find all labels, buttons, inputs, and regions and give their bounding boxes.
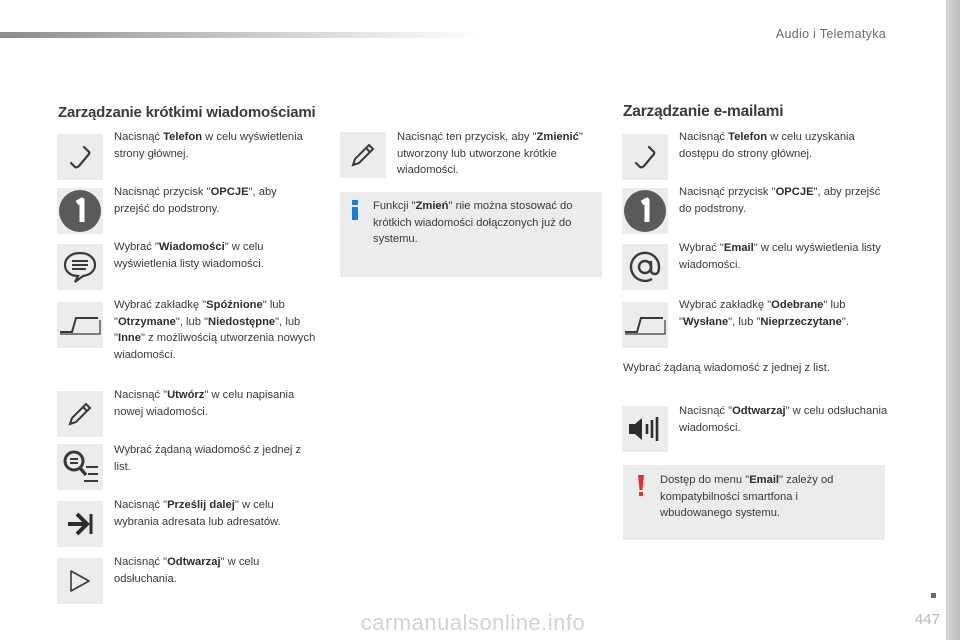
sms-step-8-text: Nacisnąć "Odtwarzaj" w celu odsłuchania. [114,556,260,585]
sms-step-3-text: Wybrać "Wiadomości" w celu wyświetlenia listy wiadomości. [114,241,264,270]
watermark-url: carmanualsonline.info [360,610,586,635]
at-sign-icon [628,250,662,284]
warning-note-text: Dostęp do menu "Email" zależy od kompatybilności smartfona i wbudowanego systemu. [660,474,834,519]
sms-step-2-text: Nacisnąć przycisk "OPCJE", aby przejść do podstrony. [114,186,277,215]
pencil-icon [65,399,95,429]
number-one-icon [623,189,667,233]
tab-button-box [57,302,103,348]
page-number: 447 [914,611,940,628]
search-list-icon [60,447,100,487]
email-step-1-text: Nacisnąć Telefon w celu uzyskania dostępu do strony głównej. [679,131,855,160]
phone-handset-icon [65,142,95,172]
phone-handset-icon [630,142,660,172]
speaker-button-box [622,406,668,452]
forward-button-box [57,501,103,547]
edit-button-box [340,132,386,178]
tab-icon [58,312,102,338]
warning-icon [637,475,645,497]
info-icon [350,200,360,220]
number-one-icon [58,189,102,233]
sms-section-title: Zarządzanie krótkimi wiadomościami [58,104,316,121]
sms-step-5-text: Nacisnąć "Utwórz" w celu napisania nowej wiadomości. [114,389,295,418]
email-step-4-text: Wybrać zakładkę "Odebrane" lub "Wysłane", lub "Nieprzeczytane". [679,299,849,328]
play-icon [67,568,93,594]
sms-step-7-text: Nacisnąć "Prześlij dalej" w celu wybrania adresata lub adresatów. [114,499,281,528]
email-select-text: Wybrać żądaną wiadomość z jednej z list. [623,362,830,374]
message-bubble-icon [62,250,98,284]
page-marker [931,593,936,598]
email-section-title: Zarządzanie e-mailami [623,103,784,120]
page-edge [946,0,960,640]
sms-step-4-text: Wybrać zakładkę "Spóźnione" lub "Otrzymane", lub "Niedostępne", lub "Inne" z możliwością utworzenia nowych wiadomości. [114,299,316,361]
pencil-icon [348,140,378,170]
email-tab-button-box [622,302,668,348]
tab-icon [623,312,667,338]
info-note-text: Funkcji "Zmień" nie można stosować do krótkich wiadomości dołączonych już do systemu. [373,200,573,245]
sms-step-6-text: Wybrać żądaną wiadomość z jednej z list. [114,444,302,473]
search-list-button-box [57,444,103,490]
email-listen-text: Nacisnąć "Odtwarzaj" w celu odsłuchania wiadomości. [679,405,888,434]
email-step-2-text: Nacisnąć przycisk "OPCJE", aby przejść do podstrony. [679,186,881,215]
email-step-3-text: Wybrać "Email" w celu wyświetlenia listy wiadomości. [679,242,881,271]
play-button-box [57,558,103,604]
edit-step-text: Nacisnąć ten przycisk, aby "Zmienić" utworzony lub utworzone krótkie wiadomości. [397,131,583,176]
email-number-one-box [622,188,668,234]
number-one-box [57,188,103,234]
forward-arrow-icon [65,511,95,537]
header-gradient-bar [0,32,480,38]
email-button-box [622,244,668,290]
sms-step-1-text: Nacisnąć Telefon w celu wyświetlenia strony głównej. [114,131,303,160]
email-phone-button-box [622,134,668,180]
messages-button-box [57,244,103,290]
speaker-icon [626,414,664,444]
create-button-box [57,391,103,437]
phone-button-box [57,134,103,180]
section-header: Audio i Telematyka [775,27,886,41]
